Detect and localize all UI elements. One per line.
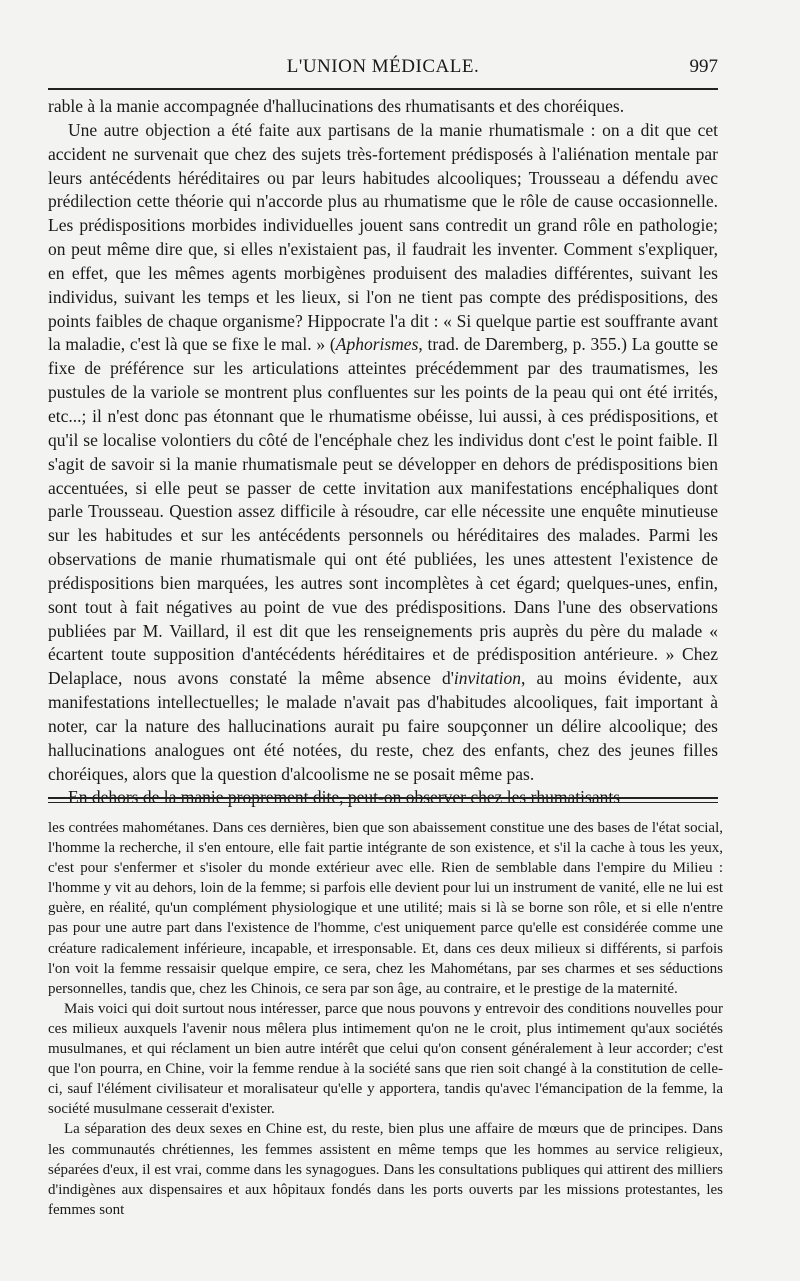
paragraph-2-part-a: Une autre objection a été faite aux partisans de la manie rhumatismale : on a dit que cet accident ne survenait que chez des sujets très-fortement prédisposés à l'aliénation mentale par leurs antécédents héréditaires ou par leurs habitudes alcooliques; Trousseau a défendu avec prédilection cette théorie qui n'accorde plus au rhumatisme que le rôle de cause occasionnelle. Les prédispositions morbides individuelles jouent sans contredit un grand rôle en pathologie; on peut même dire que, si elles n'existaient pas, il faudrait les inventer. Comment s'expliquer, en effet, que les mêmes agents morbigènes produisent des maladies différentes, suivant les individus, suivant les temps et les lieux, si l'on ne tient pas compte des prédispositions, des points faibles de chaque organisme? Hippocrate l'a dit : « Si quelque partie est souffrante avant la maladie, c'est là que se fixe le mal. » ( xyxy=(48,119,718,355)
main-body-text xyxy=(48,95,718,810)
footnote-separator xyxy=(48,797,718,803)
footnote-paragraph-2: Mais voici qui doit surtout nous intéresser, parce que nous pouvons y entrevoir des conditions nouvelles pour ces milieux auxquels l'avenir nous mêlera plus intimement qu'on ne le croit, plus intimement qu'aux sociétés musulmanes, et qui réclament un bien autre intérêt que celui qu'on consent généralement à leur accorder; c'est que l'on pourra, en Chine, voir la femme rendue à la société sans que rien soit changé à la constitution de celle-ci, sauf l'élément civilisateur et moralisateur qu'elle y apportera, tandis qu'avec l'émancipation de la femme, la société musulmane cesserait d'exister. xyxy=(48,1000,723,1118)
page-header xyxy=(48,56,718,86)
paragraph-2-part-c: , au moins évidente, aux manifestations intellectuelles; le malade n'avait pas d'habitudes alcooliques, fait important à noter, car la nature des hallucinations aurait pu faire soupçonner un délire alcoolique; des hallucinations analogues ont été notées, du reste, chez des enfants, chez des jeunes filles choréiques, alors que la question d'alcoolisme ne se posait même pas. xyxy=(48,668,718,784)
invitation-italic: invitation xyxy=(453,668,521,689)
paragraph-2-part-b: , trad. de Daremberg, p. 355.) La goutte se fixe de préférence sur les articulations atteintes précédemment par des traumatismes, les pustules de la variole se montrent plus confluentes sur les points de la peau qui ont été irrités, etc...; il n'est donc pas étonnant que le rhumatisme obéisse, lui aussi, à ces prédispositions, et qu'il se localise volontiers du côté de l'encéphale chez les individus dont c'est le point faible. Il s'agit de savoir si la manie rhumatismale peut se développer en dehors de prédispositions bien accentuées, si elle peut se passer de cette invitation aux manifestations encéphaliques dont parle Trousseau. Question assez difficile à résoudre, car elle nécessite une enquête minutieuse sur les habitudes et sur les antécédents personnels ou héréditaires des malades. Parmi les observations de manie rhumatismale qui ont été publiées, les unes attestent l'existence de prédispositions bien marquées, les autres sont incomplètes à cet égard; quelques-unes, enfin, sont tout à fait négatives au point de vue des prédispositions. Dans l'une des observations publiées par M. Vaillard, il est dit que les renseignements pris auprès du père du malade « écartent toute supposition d'antécédents héréditaires et de prédisposition antérieure. » Chez Delaplace, nous avons constaté la même absence d' xyxy=(48,334,718,689)
paragraph-2 xyxy=(48,119,718,787)
footnote-paragraph-3: La séparation des deux sexes en Chine est, du reste, bien plus une affaire de mœurs que de principes. Dans les communautés chrétiennes, les femmes assistent en même temps que les hommes au service religieux, séparées d'eux, il est vrai, comme dans les synagogues. Dans les consultations publiques qui attirent des milliers d'indigènes aux dispensaires et aux hôpitaux fondés dans les ports ouverts par les missions protestantes, les femmes sont xyxy=(48,1121,723,1218)
footnote-paragraph-1: les contrées mahométanes. Dans ces dernières, bien que son abaissement constitue une des bases de l'état social, l'homme la recherche, il s'en entoure, elle fait partie intégrante de son existence, et s'il la cache à tous les yeux, c'est pour s'enfermer et s'isoler du monde extérieur avec elle. Rien de semblable dans l'empire du Milieu : l'homme y vit au dehors, loin de la femme; si parfois elle devient pour lui un instrument de vanité, elle ne lui est guère, en réalité, qu'un complément physiologique et une utilité; mais si là se borne son rôle, et si elle n'entre pas pour une autre part dans l'existence de l'homme, c'est uniquement parce qu'elle est considérée comme une créature radicalement inférieure, incapable, et irresponsable. Et, dans ces deux milieux si différents, si parfois l'on voit la femme ressaisir quelque empire, ce sera, chez les Mahométans, par ses charmes et ses séductions personnelles, tandis que, chez les Chinois, ce sera par son âge, au contraire, et le prestige de la maternité. xyxy=(48,820,723,997)
paragraph-1: rable à la manie accompagnée d'hallucinations des rhumatisants et des choréiques. xyxy=(48,96,625,116)
aphorismes-italic: Aphorismes xyxy=(335,334,419,355)
header-rule xyxy=(48,88,718,90)
footnote-text xyxy=(48,818,723,1220)
page-number: 997 xyxy=(689,56,718,77)
paragraph-3: En dehors de la manie proprement dite, peut-on observer chez les rhumatisants xyxy=(68,787,621,808)
running-title: L'UNION MÉDICALE. xyxy=(286,56,480,77)
